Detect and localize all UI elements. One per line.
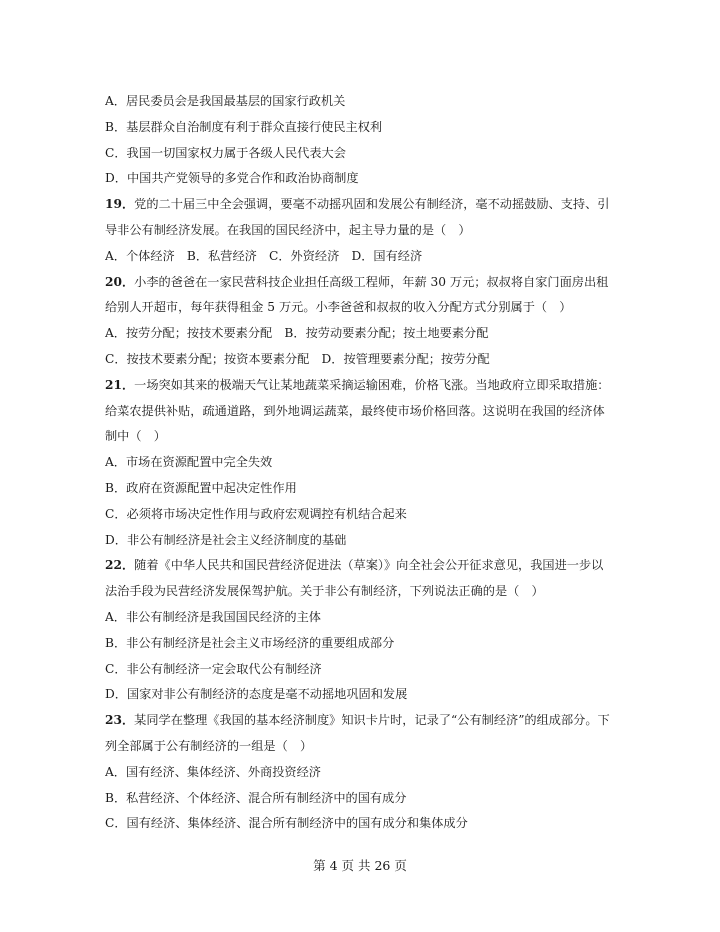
question-line [105, 270, 625, 296]
question-text-continued: 列全部属于公有制经济的一组是（ ） [105, 738, 313, 753]
answer-option: A．按劳分配；按技术要素分配 B．按劳动要素分配；按土地要素分配 [105, 326, 489, 341]
question-text: 党的二十届三中全会强调，要毫不动摇巩固和发展公有制经济，毫不动摇鼓励、支持、引 [134, 197, 610, 212]
question-line [105, 708, 625, 734]
question-text: 某同学在整理《我国的基本经济制度》知识卡片时，记录了“公有制经济”的组成部分。下 [134, 713, 610, 728]
answer-option: C．必须将市场决定性作用与政府宏观调控有机结合起来 [105, 506, 407, 521]
answer-option: C．国有经济、集体经济、混合所有制经济中的国有成分和集体成分 [105, 816, 468, 831]
question-number: 19． [105, 197, 135, 212]
answer-option: A．居民委员会是我国最基层的国家行政机关 [105, 94, 346, 108]
answer-option: A．个体经济 B．私营经济 C．外资经济 D．国有经济 [105, 248, 423, 263]
answer-option: D．国家对非公有制经济的态度是毫不动摇地巩固和发展 [105, 687, 408, 702]
answer-option: A．市场在资源配置中完全失效 [105, 455, 273, 470]
answer-option: A．国有经济、集体经济、外商投资经济 [105, 764, 321, 779]
question-number: 20． [105, 274, 135, 289]
question-number: 21． [105, 377, 135, 392]
answer-option: C．按技术要素分配；按资本要素分配 D．按管理要素分配；按劳分配 [105, 351, 490, 366]
question-text-continued: 制中（ ） [105, 429, 166, 444]
answer-option: C．我国一切国家权力属于各级人民代表大会 [105, 145, 346, 160]
question-text-continued: 给别人开超市，每年获得租金 5 万元。小李爸爸和叔叔的收入分配方式分别属于（ ） [105, 300, 572, 315]
answer-option: D．非公有制经济是社会主义经济制度的基础 [105, 532, 347, 547]
question-number: 22． [105, 558, 135, 573]
question-text: 小李的爸爸在一家民营科技企业担任高级工程师，年薪 30 万元；叔叔将自家门面房出租 [134, 274, 609, 289]
page-content [105, 89, 625, 837]
question-number: 23． [105, 713, 135, 728]
answer-option: B．私营经济、个体经济、混合所有制经济中的国有成分 [105, 790, 407, 805]
answer-option: B．政府在资源配置中起决定性作用 [105, 480, 297, 495]
answer-option: D．中国共产党领导的多党合作和政治协商制度 [105, 171, 359, 186]
question-text-continued: 导非公有制经济发展。在我国的国民经济中，起主导力量的是（ ） [105, 222, 471, 237]
answer-option: C．非公有制经济一定会取代公有制经济 [105, 661, 322, 676]
question-text: 随着《中华人民共和国民营经济促进法（草案）》向全社会公开征求意见，我国进一步以 [134, 558, 604, 573]
answer-option: B．基层群众自治制度有利于群众直接行使民主权利 [105, 119, 383, 134]
question-text-continued: 给菜农提供补贴，疏通道路，到外地调运蔬菜，最终使市场价格回落。这说明在我国的经济体 [105, 403, 605, 418]
question-line [105, 192, 625, 218]
question-line [105, 373, 625, 399]
page-footer: 第 4 页 共 26 页 [313, 858, 407, 873]
question-text: 一场突如其来的极端天气让某地蔬菜采摘运输困难，价格飞涨。当地政府立即采取措施： [134, 377, 610, 392]
answer-option: B．非公有制经济是社会主义市场经济的重要组成部分 [105, 635, 395, 650]
question-line [105, 553, 625, 579]
answer-option: A．非公有制经济是我国国民经济的主体 [105, 609, 321, 624]
question-text-continued: 法治手段为民营经济发展保驾护航。关于非公有制经济，下列说法正确的是（ ） [105, 584, 544, 599]
